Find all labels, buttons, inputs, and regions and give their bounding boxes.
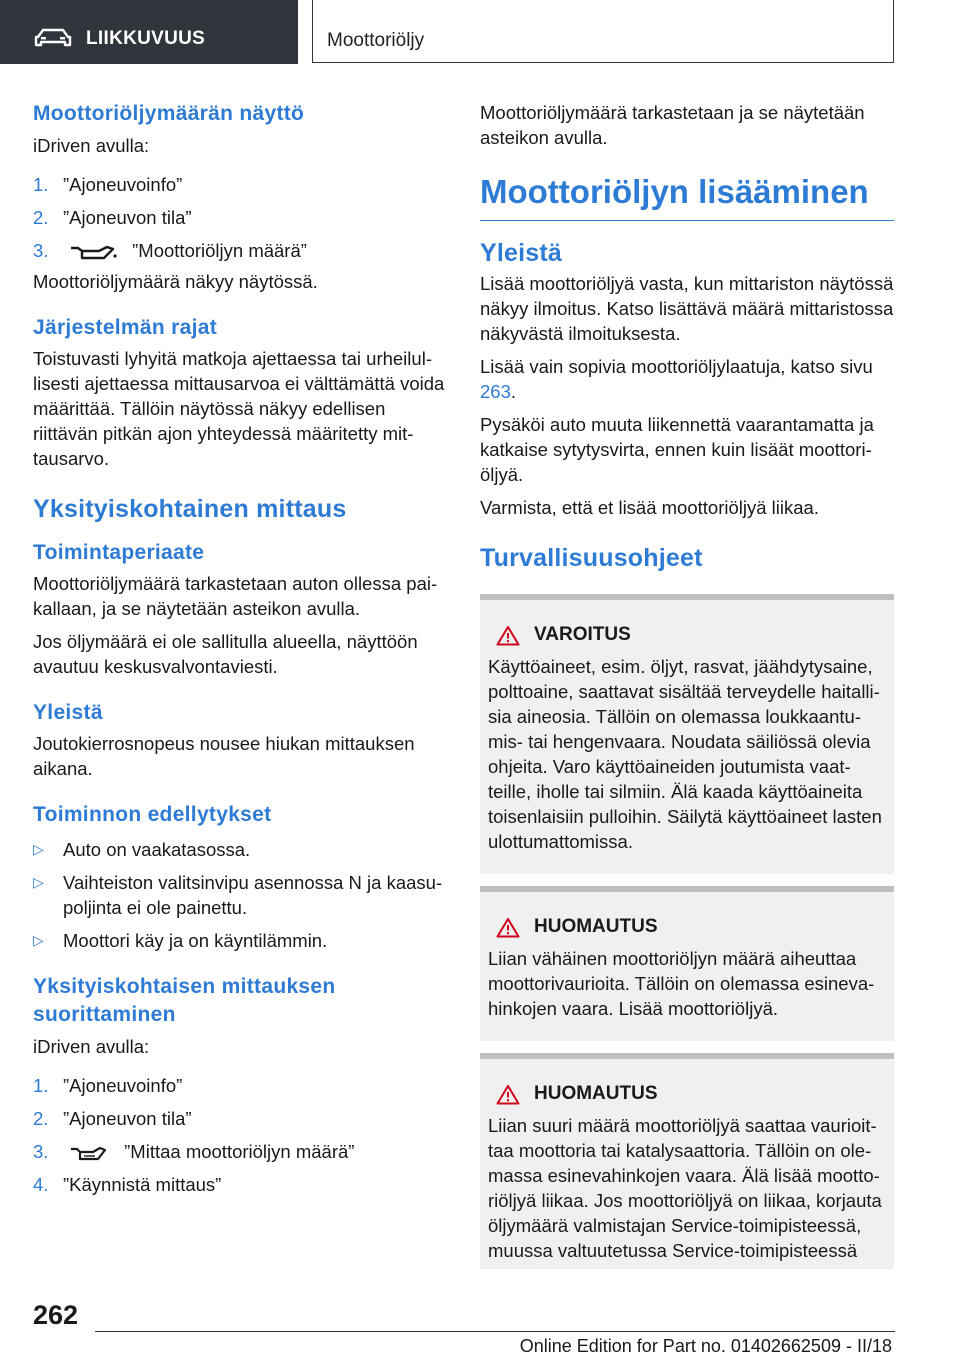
oil-can-measure-icon [69, 1144, 109, 1162]
step-text: ”Ajoneuvon tila” [63, 207, 192, 228]
principle-p2: Jos öljymäärä ei ole sallitulla alueella, näyttöön avautuu keskusvalvontaviesti. [33, 631, 418, 677]
page-number: 262 [33, 1300, 79, 1330]
perform-intro: iDriven avulla: [33, 1036, 150, 1057]
step-number: 1. [33, 174, 49, 195]
list-item [33, 837, 447, 862]
display-heading: Moottoriöljymäärän näyttö [33, 102, 305, 125]
step-text: ”Ajoneuvoinfo” [63, 1075, 183, 1096]
step-number: 4. [33, 1174, 49, 1195]
footer-divider [95, 1331, 895, 1332]
notice-title-text: HUOMAUTUS [534, 916, 658, 937]
list-item [33, 238, 447, 263]
perform-heading: Yksityiskohtaisen mittauksen suorittaminen [33, 975, 336, 1026]
step-text: ”Käynnistä mittaus” [63, 1174, 222, 1195]
detailed-heading: Yksityiskohtainen mittaus [33, 495, 347, 523]
notice-title [488, 624, 886, 646]
condition-text: Vaihteiston valitsinvipu asennossa N ja kaasupoljinta ei ole painettu. [63, 872, 443, 918]
step-number: 3. [33, 1141, 49, 1162]
notice-title [488, 1083, 886, 1105]
add-p4: Varmista, että et lisää moottoriöljyä liikaa. [480, 497, 819, 518]
condition-text: Auto on vaakatasossa. [63, 839, 251, 860]
list-item [33, 172, 447, 197]
step-number: 2. [33, 1108, 49, 1129]
step-text: ”Moottoriöljyn määrä” [132, 240, 307, 261]
step-number: 1. [33, 1075, 49, 1096]
list-item [33, 1139, 447, 1164]
display-outro: Moottoriöljymäärä näkyy näytössä. [33, 271, 318, 292]
add-p2 [480, 354, 894, 404]
add-general-heading: Yleistä [480, 239, 563, 267]
add-oil-heading: Moottoriöljyn lisääminen [480, 172, 894, 221]
notice-text: Käyttöaineet, esim. öljyt, rasvat, jäähdytysaine, polttoaine, saattavat sisältää terveydelle haitallisia aineosia. Tällöin on olemassa loukkaantumis- tai hengenvaara. Noudata säiliössä olevia ohjeita. Varo käyttöaineiden joutumista vaatteille, iholle tai silmiin. Älä kaada käyttöaineita toisenlaisiin pulloihin. Säilytä käyttöaineet lasten ulottumattomissa. [488, 656, 882, 852]
page-link-263[interactable]: 263 [480, 381, 511, 402]
bullet-triangle-icon: ▷ [33, 932, 44, 948]
header-topic-box [312, 0, 894, 63]
display-intro: iDriven avulla: [33, 135, 150, 156]
warning-triangle-icon [496, 1084, 520, 1105]
left-column [33, 100, 447, 1197]
warning-box [480, 594, 894, 874]
edition-text: Online Edition for Part no. 01402662509 - II/18 [519, 1336, 892, 1356]
conditions-heading: Toiminnon edellytykset [33, 803, 272, 826]
header-section-tab [0, 0, 298, 64]
step-number: 2. [33, 207, 49, 228]
notice-title-text: VAROITUS [534, 624, 631, 645]
condition-text: Moottori käy ja on käyntilämmin. [63, 930, 328, 951]
list-item [33, 1073, 447, 1098]
notice-text: Liian suuri määrä moottoriöljyä saattaa vaurioittaa moottoria tai katalysaattoria. Tällöin on olemassa esinevahinkojen vaara. Älä lisää moottoriöljyä liikaa. Jos moottoriöljyä on liikaa, korjauta öljymäärä valmistajan Service-toimipisteessä, muussa valtuutetussa Service-toimipisteessä [488, 1115, 882, 1261]
display-steps [33, 172, 447, 263]
perform-steps [33, 1073, 447, 1197]
warning-triangle-icon [496, 625, 520, 646]
warning-triangle-icon [496, 917, 520, 938]
principle-p1: Moottoriöljymäärä tarkastetaan auton ollessa paikallaan, ja se näytetään asteikon avulla. [33, 573, 438, 619]
topic-title: Moottoriöljy [327, 30, 425, 51]
list-item [33, 870, 447, 920]
safety-heading: Turvallisuusohjeet [480, 544, 703, 572]
bullet-triangle-icon: ▷ [33, 841, 44, 857]
add-p2-text: Lisää vain sopivia moottoriöljylaatuja, katso sivu [480, 356, 873, 377]
general-text: Joutokierrosnopeus nousee hiukan mittauksen aikana. [33, 733, 415, 779]
step-text: ”Ajoneuvon tila” [63, 1108, 192, 1129]
notice-box [480, 1053, 894, 1269]
limits-heading: Järjestelmän rajat [33, 316, 218, 339]
principle-heading: Toimintaperiaate [33, 541, 205, 564]
general-heading: Yleistä [33, 701, 103, 724]
step-number: 3. [33, 240, 49, 261]
step-text: ”Mittaa moottoriöljyn määrä” [124, 1141, 355, 1162]
list-item [33, 1106, 447, 1131]
notice-title [488, 916, 886, 938]
oil-can-icon [69, 243, 117, 261]
bullet-triangle-icon: ▷ [33, 874, 44, 890]
section-label: LIIKKUVUUS [86, 28, 206, 49]
notice-title-text: HUOMAUTUS [534, 1083, 658, 1104]
list-item [33, 928, 447, 953]
conditions-list [33, 837, 447, 953]
list-item [33, 205, 447, 230]
add-p3: Pysäköi auto muuta liikennettä vaarantamatta ja katkaise sytytysvirta, ennen kuin lisäät moottoriöljyä. [480, 414, 874, 485]
intro-text: Moottoriöljymäärä tarkastetaan ja se näytetään asteikon avulla. [480, 102, 865, 148]
list-item [33, 1172, 447, 1197]
limits-text: Toistuvasti lyhyitä matkoja ajettaessa tai urheilullisesti ajettaessa mittausarvoa ei välttämättä voida määrittää. Tällöin näytössä näkyy edellisen riittävän pitkän ajon yhteydessä määritetty mittausarvo. [33, 348, 445, 469]
notice-box [480, 886, 894, 1041]
car-icon [34, 28, 72, 48]
add-p1: Lisää moottoriöljyä vasta, kun mittariston näytössä näkyy ilmoitus. Katso lisättävä määrä mittaristossa näkyvästä ilmoituksesta. [480, 273, 894, 344]
right-column [480, 100, 894, 1269]
add-p2-end: . [510, 381, 517, 402]
step-text: ”Ajoneuvoinfo” [63, 174, 183, 195]
notice-text: Liian vähäinen moottoriöljyn määrä aiheuttaa moottorivaurioita. Tällöin on olemassa esinevahinkojen vaara. Lisää moottoriöljyä. [488, 948, 875, 1019]
